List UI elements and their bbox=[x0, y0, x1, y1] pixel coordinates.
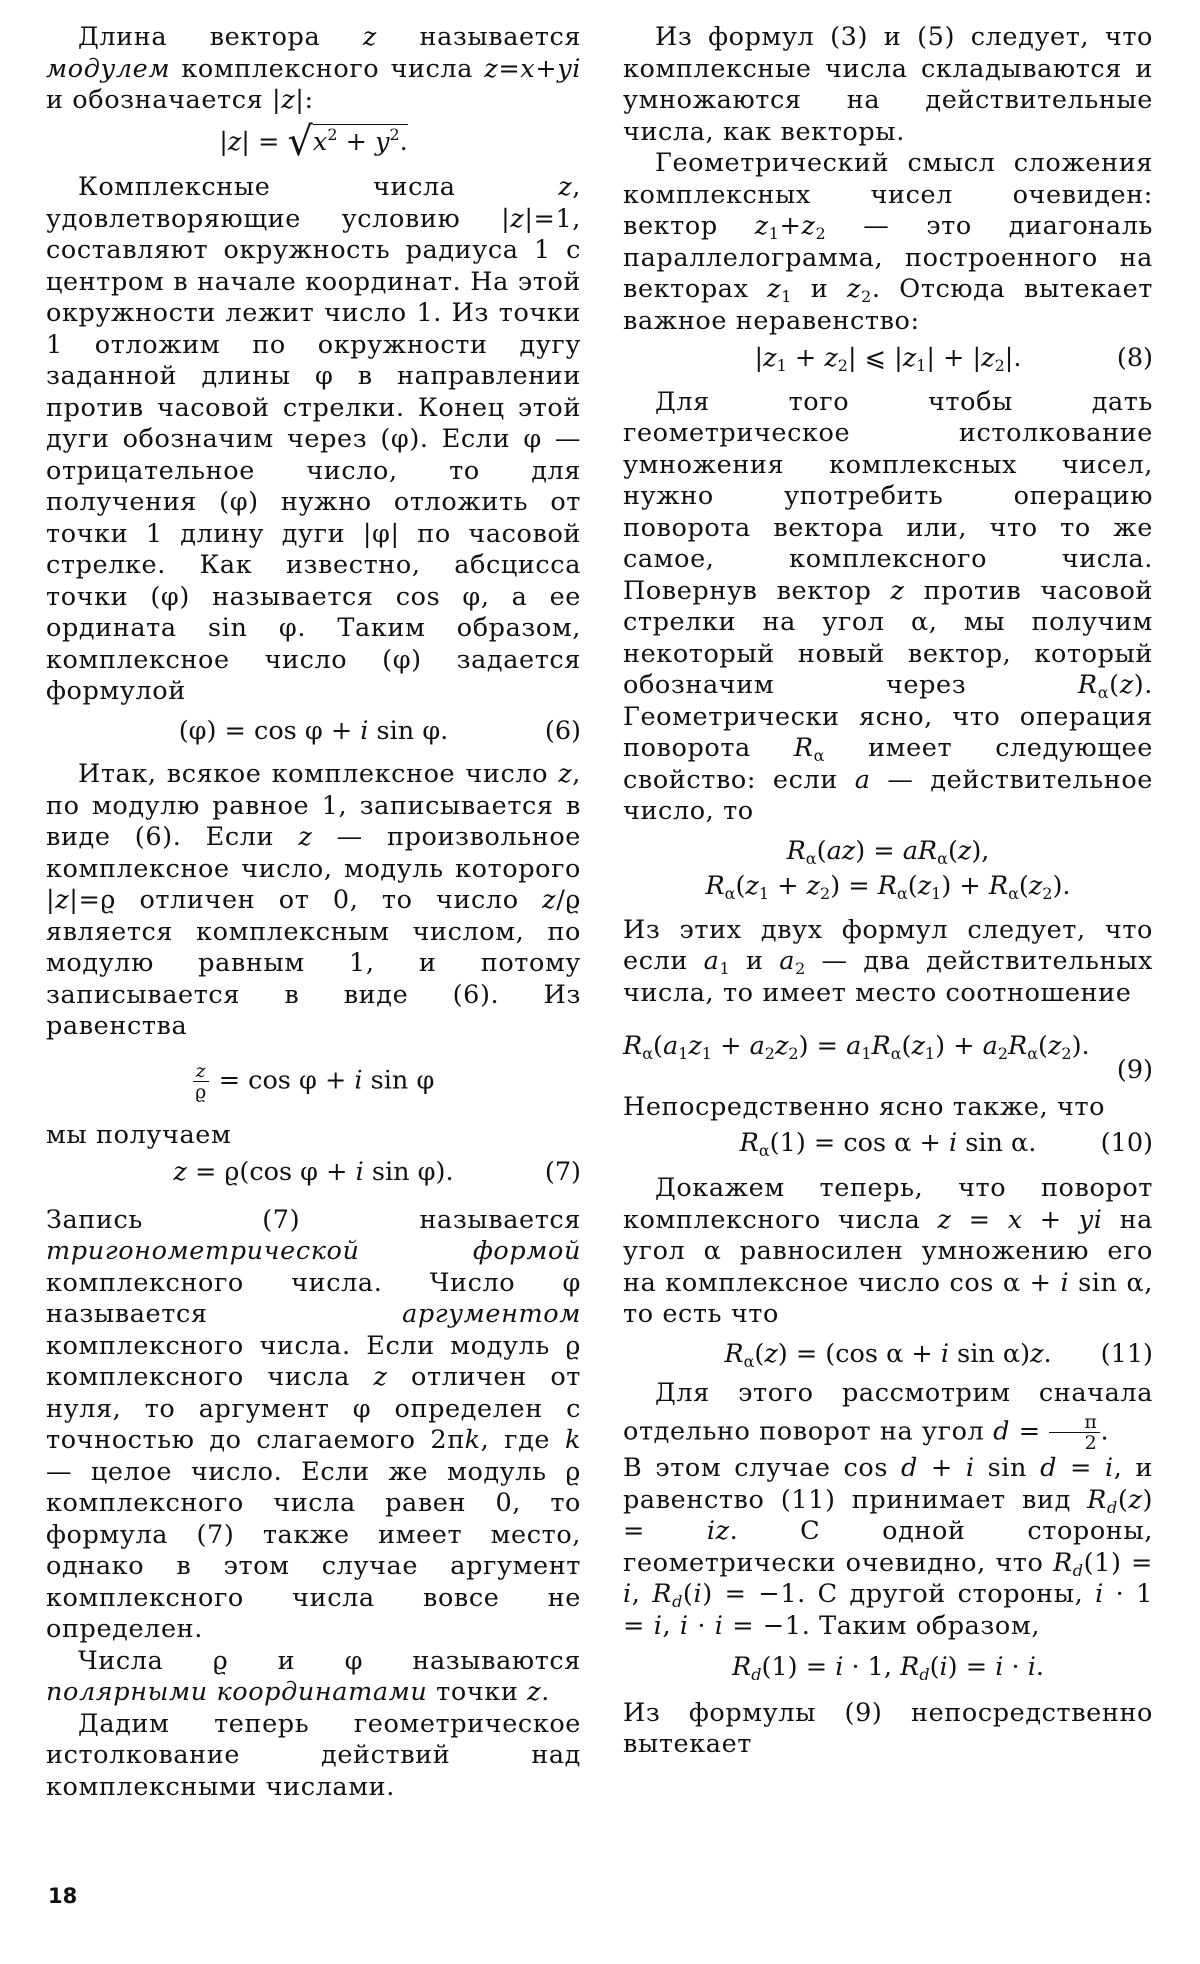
formula-11-number: (11) bbox=[1100, 1338, 1153, 1369]
right-column bbox=[623, 22, 1153, 1761]
paragraph-trig-form: Запись (7) называется тригонометрической формой комплексного числа. Число φ называется аргументом комплексного числа. Если модуль ϱ комплексного числа z отличен от нуля, то аргумент φ определен с точностью до слагаемого 2πk, где k — целое число. Если же модуль ϱ комплексного числа равен 0, то формула (7) также имеет место, однако в этом случае аргумент комплексного числа вовсе не определен. bbox=[46, 1204, 582, 1644]
paragraph-we-get: мы получаем bbox=[46, 1119, 232, 1150]
fraction-pi-over-2: $\frac{\pi}{2}$ bbox=[1049, 1412, 1100, 1453]
formula-7-number: (7) bbox=[544, 1157, 581, 1187]
formula-9-number: (9) bbox=[1116, 1054, 1153, 1085]
formula-rd: $R_d(1) = i \cdot 1$, $R_d(i) = i \cdot i$. bbox=[732, 1652, 1044, 1684]
paragraph-prove: Докажем теперь, что поворот комплексного числа z = x + yi на угол α равносилен умножению его на комплексное число cos α + i sin α, то есть что bbox=[623, 1173, 1154, 1329]
formula-rotation-sum: $R_\alpha(z_1 + z_2) = R_\alpha(z_1) + R_\alpha(z_2)$. bbox=[705, 871, 1071, 903]
paragraph-from-formula-9: Из формулы (9) непосредственно вытекает bbox=[623, 1697, 1153, 1759]
formula-10-number: (10) bbox=[1100, 1127, 1153, 1158]
paragraph-quarter-turn: Для этого рассмотрим сначала отдельно поворот на угол d = $\frac{\pi}{2}$ . bbox=[623, 1378, 1153, 1454]
fraction-z-over-rho: $\frac{z}{ϱ}$ bbox=[193, 1061, 209, 1102]
paragraph-rotation: Для того чтобы дать геометрическое истолкование умножения комплексных чисел, нужно употребить операцию поворота вектора или, что то же самое, комплексного числа. Повернув вектор z против часовой стрелки на угол α, мы получим некоторый новый вектор, который обозначим через $R_\alpha(z)$. Геометрически ясно, что операция поворота $R_\alpha$ имеет следующее свойство: если a — действительное число, то bbox=[623, 386, 1153, 826]
formula-10: $R_\alpha(1) = \cos \alpha + i$ sin α. (10) bbox=[739, 1127, 1153, 1160]
paragraph-unit-circle: Комплексные числа z, удовлетворяющие условию |z|=1, составляют окружность радиуса 1 с центром в начале координат. На этой окружности лежит число 1. Из точки 1 отложим по окружности дугу заданной длины φ в направлении против часовой стрелки. Конец этой дуги обозначим через (φ). Если φ — отрицательное число, то для получения (φ) нужно отложить от точки 1 длину дуги |φ| по часовой стрелке. Как известно, абсцисса точки (φ) называется cos φ, а ее ордината sin φ. Таким образом, комплексное число (φ) задается формулой bbox=[46, 172, 581, 706]
formula-rotation-scalar: $R_\alpha(az) = aR_\alpha(z)$, bbox=[786, 835, 990, 868]
formula-6: (φ) = cos φ + i sin φ. (6) bbox=[178, 715, 581, 746]
paragraph-geometric-ops: Дадим теперь геометрическое истолкование действий над комплексными числами. bbox=[46, 1708, 581, 1802]
paragraph-vectors: Из формул (3) и (5) следует, что комплексные числа складываются и умножаются на действительные числа, как векторы. bbox=[623, 22, 1153, 147]
paragraph-linear-combination: Из этих двух формул следует, что если $a_1$ и $a_2$ — два действительных числа, то имеет место соотношение bbox=[623, 914, 1153, 1008]
paragraph-also-clear: Непосредственно ясно также, что bbox=[623, 1092, 1106, 1122]
formula-fraction: $\frac{z}{ϱ}$ = cos φ + i sin φ bbox=[46, 1061, 581, 1102]
formula-modulus: $|z| = √x^2 + y^2$. bbox=[219, 118, 408, 165]
formula-8: $|z_1 + z_2|$ ⩽ $|z_1| + |z_2|$. (8) bbox=[754, 343, 1153, 375]
formula-7: z = ϱ(cos φ + i sin φ). (7) bbox=[173, 1157, 581, 1187]
paragraph-modulus-definition: Длина вектора z называется модулем комплексного числа z=x+yi и обозначается |z|: bbox=[46, 22, 582, 115]
paragraph-any-complex: Итак, всякое комплексное число z, по модулю равное 1, записывается в виде (6). Если z — произвольное комплексное число, модуль которого |z|=ϱ отличен от 0, то число z/ϱ является комплексным числом, по модулю равным 1, и потому записывается в виде (6). Из равенства bbox=[46, 759, 581, 1041]
page-number: 18 bbox=[48, 1884, 78, 1908]
left-column bbox=[46, 22, 581, 1803]
formula-8-number: (8) bbox=[1116, 343, 1153, 373]
paragraph-addition-meaning: Геометрический смысл сложения комплексных чисел очевиден: вектор $z_1+z_2$ — это диагональ параллелограмма, построенного на векторах $z_1$ и $z_2$. Отсюда вытекает важное неравенство: bbox=[623, 148, 1153, 336]
paragraph-polar-coordinates: Числа ϱ и φ называются полярными координатами точки z. bbox=[46, 1645, 581, 1707]
formula-11: $R_\alpha(z) = (\cos$ α + i sin α)z. (11) bbox=[724, 1338, 1153, 1371]
paragraph-case-i: В этом случае cos d + i sin d = i, и равенство (11) принимает вид $R_d(z)$ = iz. С одной стороны, геометрически очевидно, что $R_d(1) = i$, $R_d(i) = -1$. С другой стороны, i · 1 = i, i · i = −1. Таким образом, bbox=[623, 1453, 1153, 1641]
formula-9: $R_\alpha(a_1z_1 + a_2z_2) = a_1R_\alpha(z_1) + a_2R_\alpha(z_2)$. bbox=[623, 1031, 1090, 1063]
formula-6-number: (6) bbox=[544, 715, 581, 746]
